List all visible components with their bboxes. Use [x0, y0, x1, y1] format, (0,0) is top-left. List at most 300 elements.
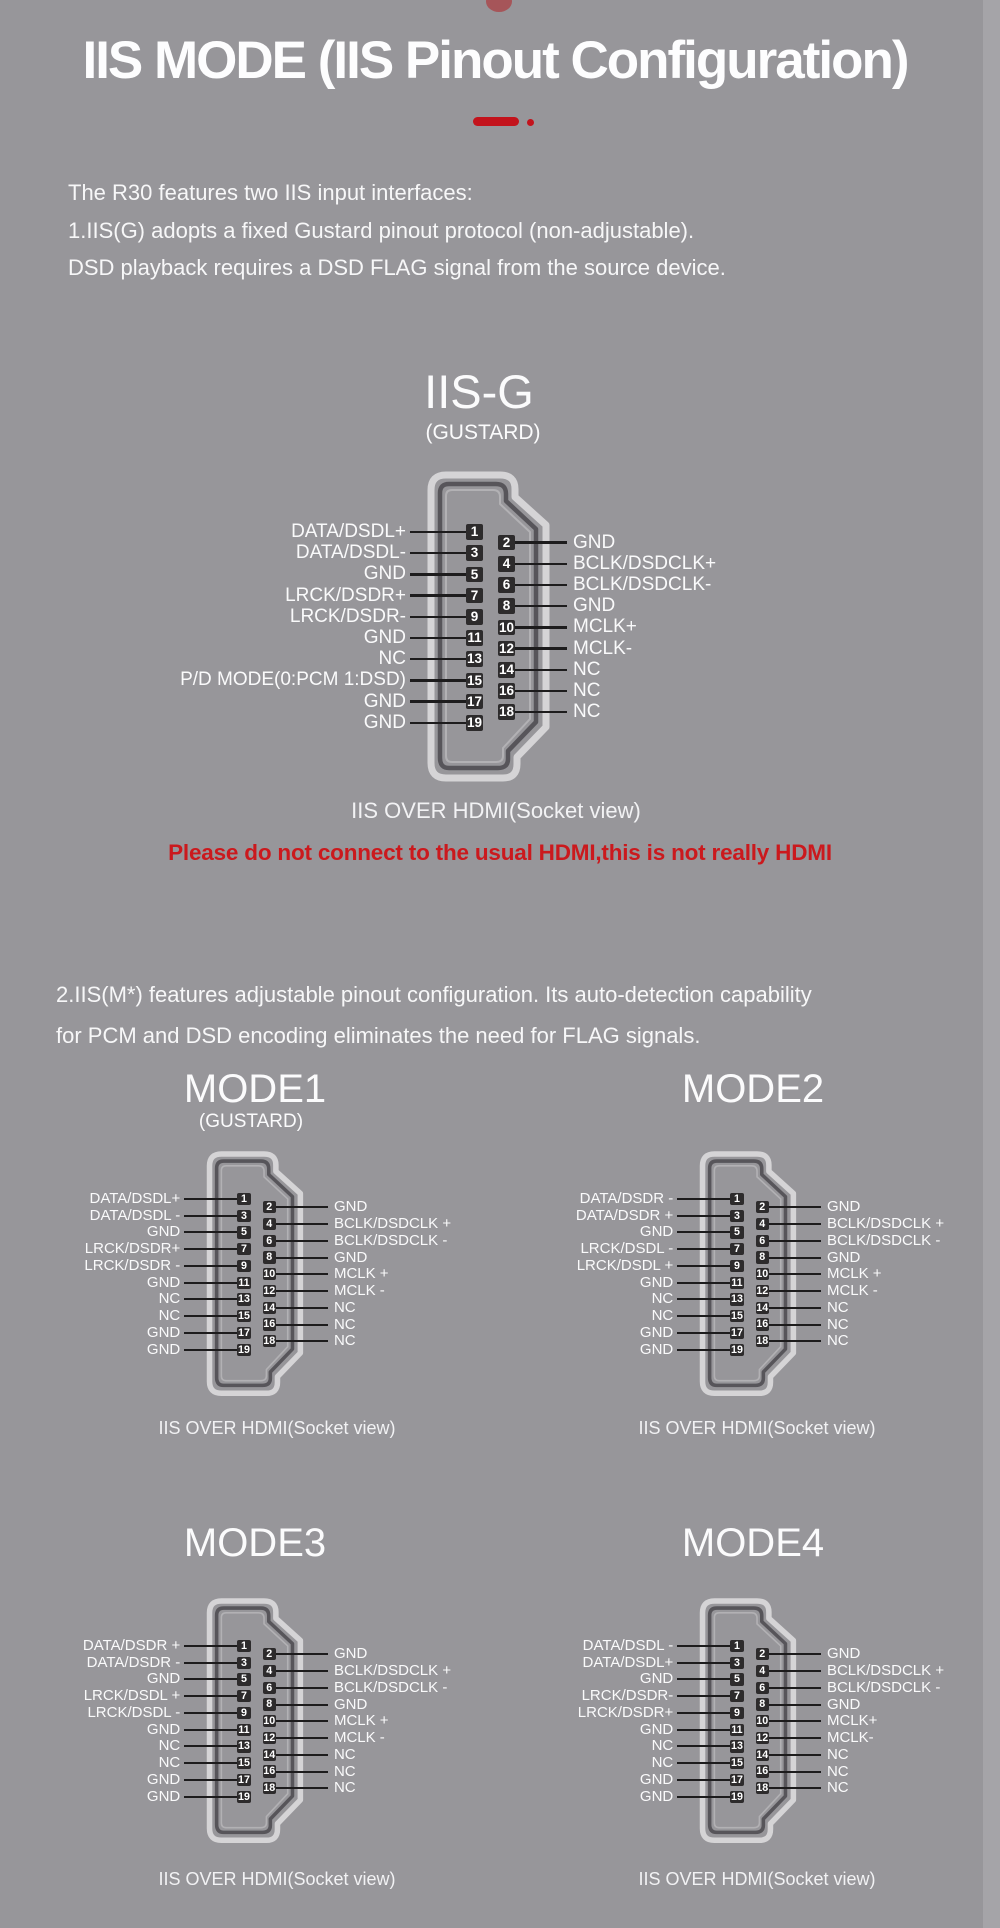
- pin-box: 2: [263, 1201, 276, 1213]
- leader-line: [184, 1662, 237, 1664]
- pin-box: 5: [237, 1673, 250, 1685]
- leader-line: [276, 1653, 328, 1655]
- leader-line: [677, 1712, 730, 1714]
- pin-box: 15: [466, 672, 483, 688]
- leader-line: [515, 711, 567, 713]
- intro-line: 1.IIS(G) adopts a fixed Gustard pinout protocol (non-adjustable).: [68, 217, 695, 243]
- pin-box: 7: [730, 1690, 743, 1702]
- pin-box: 16: [498, 683, 515, 699]
- leader-line: [276, 1720, 328, 1722]
- leader-line: [769, 1687, 821, 1689]
- leader-line: [276, 1206, 328, 1208]
- pin-box: 3: [730, 1657, 743, 1669]
- pin-label: NC: [378, 648, 406, 670]
- pin-box: 11: [238, 1723, 250, 1736]
- leader-line: [276, 1223, 328, 1225]
- pin-box: 1: [730, 1193, 743, 1205]
- connector-title: MODE1: [183, 1067, 327, 1111]
- pin-label: NC: [826, 1745, 849, 1763]
- leader-line: [276, 1670, 328, 1672]
- pin-label: NC: [826, 1332, 849, 1350]
- connector-title: MODE4: [681, 1521, 825, 1565]
- leader-line: [515, 647, 567, 649]
- pin-label: LRCK/DSDR+: [84, 1240, 181, 1258]
- pin-box: 9: [730, 1260, 743, 1272]
- pin-label: DATA/DSDR -: [579, 1189, 674, 1207]
- pin-label: NC: [158, 1307, 181, 1325]
- connector-subtitle: (GUSTARD): [198, 1111, 304, 1132]
- leader-line: [184, 1231, 237, 1233]
- pin-box: 14: [756, 1301, 769, 1314]
- leader-line: [184, 1198, 237, 1200]
- leader-line: [515, 563, 567, 565]
- pin-label: BCLK/DSDCLK -: [826, 1678, 941, 1696]
- pin-box: 18: [263, 1782, 276, 1795]
- pin-label: LRCK/DSDL -: [580, 1240, 674, 1258]
- pin-label: GND: [146, 1340, 181, 1358]
- leader-line: [184, 1349, 237, 1351]
- pin-label: GND: [363, 563, 406, 585]
- leader-line: [410, 722, 466, 724]
- pin-label: P/D MODE(0:PCM 1:DSD): [180, 669, 406, 691]
- leader-line: [515, 626, 567, 628]
- pin-label: GND: [826, 1695, 861, 1713]
- leader-line: [184, 1762, 237, 1764]
- pin-label: GND: [146, 1670, 181, 1688]
- pin-label: GND: [826, 1198, 861, 1216]
- pin-label: LRCK/DSDL +: [83, 1687, 181, 1705]
- pin-box: 16: [756, 1318, 769, 1331]
- pin-label: BCLK/DSDCLK -: [333, 1231, 448, 1249]
- pin-box: 7: [237, 1243, 250, 1255]
- leader-line: [677, 1779, 730, 1781]
- pin-label: GND: [333, 1248, 368, 1266]
- pin-box: 8: [498, 598, 515, 614]
- pin-box: 12: [263, 1731, 276, 1744]
- connector-subtitle: (GUSTARD): [425, 421, 541, 444]
- pin-box: 12: [756, 1731, 769, 1744]
- leader-line: [769, 1223, 821, 1225]
- pin-box: 19: [238, 1790, 250, 1803]
- pin-label: BCLK/DSDCLK-: [573, 574, 712, 595]
- pin-label: NC: [158, 1737, 181, 1755]
- leader-line: [276, 1257, 328, 1259]
- pin-label: LRCK/DSDR-: [289, 605, 406, 627]
- leader-line: [276, 1240, 328, 1242]
- pin-box: 11: [238, 1276, 250, 1289]
- pin-label: NC: [573, 701, 601, 723]
- pin-label: LRCK/DSDL -: [87, 1703, 181, 1721]
- pin-label: NC: [333, 1762, 356, 1780]
- pin-label: NC: [573, 680, 601, 701]
- pin-label: BCLK/DSDCLK +: [333, 1662, 452, 1680]
- leader-line: [677, 1298, 730, 1300]
- pin-box: 5: [730, 1226, 743, 1238]
- pin-box: 7: [466, 588, 483, 604]
- pin-label: NC: [333, 1332, 356, 1350]
- pin-label: MCLK+: [826, 1712, 878, 1730]
- socket-view-caption: IIS OVER HDMI(Socket view): [638, 1869, 876, 1889]
- pin-label: NC: [826, 1315, 849, 1333]
- pin-label: GND: [146, 1273, 181, 1291]
- pin-box: 8: [263, 1251, 276, 1263]
- pin-label: DATA/DSDR -: [86, 1653, 181, 1671]
- pin-label: GND: [363, 690, 406, 712]
- intro-line: The R30 features two IIS input interfaces:: [68, 180, 473, 205]
- pin-box: 17: [731, 1773, 743, 1786]
- leader-line: [184, 1729, 237, 1731]
- connector-title: MODE2: [681, 1067, 825, 1111]
- pin-box: 10: [756, 1268, 769, 1281]
- leader-line: [769, 1206, 821, 1208]
- pin-box: 2: [756, 1648, 769, 1660]
- pin-box: 14: [498, 662, 515, 678]
- pin-box: 10: [756, 1715, 769, 1728]
- pin-box: 3: [237, 1657, 250, 1669]
- pin-label: GND: [146, 1323, 181, 1341]
- pin-label: BCLK/DSDCLK -: [333, 1678, 448, 1696]
- pin-box: 19: [731, 1343, 743, 1356]
- pin-box: 14: [263, 1748, 276, 1761]
- leader-line: [677, 1215, 730, 1217]
- pin-label: DATA/DSDL+: [291, 521, 406, 542]
- pin-label: NC: [826, 1779, 849, 1797]
- leader-line: [677, 1265, 730, 1267]
- connector-title: MODE3: [183, 1521, 327, 1565]
- pin-box: 19: [466, 715, 483, 731]
- page-title: IIS MODE (IIS Pinout Configuration): [82, 31, 908, 90]
- pin-box: 5: [730, 1673, 743, 1685]
- pin-box: 2: [263, 1648, 276, 1660]
- pin-label: GND: [639, 1223, 674, 1241]
- pin-box: 17: [731, 1326, 743, 1339]
- pin-box: 15: [238, 1757, 250, 1770]
- pin-label: GND: [573, 595, 616, 617]
- leader-line: [410, 637, 466, 639]
- leader-line: [276, 1340, 328, 1342]
- pin-box: 19: [731, 1790, 743, 1803]
- leader-line: [769, 1771, 821, 1773]
- pin-label: MCLK+: [573, 616, 637, 638]
- leader-line: [184, 1215, 237, 1217]
- leader-line: [677, 1315, 730, 1317]
- pin-box: 19: [238, 1343, 250, 1356]
- leader-line: [184, 1315, 237, 1317]
- pin-box: 4: [263, 1665, 276, 1677]
- leader-line: [276, 1290, 328, 1292]
- leader-line: [677, 1282, 730, 1284]
- leader-line: [184, 1745, 237, 1747]
- divider-dot-icon: [527, 119, 534, 126]
- pin-label: DATA/DSDR +: [575, 1206, 674, 1224]
- hdmi-warning-text: Please do not connect to the usual HDMI,this is not really HDMI: [168, 840, 832, 865]
- socket-view-caption: IIS OVER HDMI(Socket view): [158, 1418, 396, 1438]
- pin-box: 6: [498, 577, 515, 593]
- leader-line: [769, 1307, 821, 1309]
- pin-box: 11: [467, 630, 482, 646]
- leader-line: [276, 1307, 328, 1309]
- decorative-red-dot: [486, 0, 512, 12]
- pin-box: 4: [263, 1218, 276, 1230]
- pin-box: 16: [263, 1318, 276, 1331]
- pin-label: GND: [363, 711, 406, 733]
- pin-box: 3: [730, 1210, 743, 1222]
- pin-label: NC: [826, 1298, 849, 1316]
- section2-line: for PCM and DSD encoding eliminates the need for FLAG signals.: [56, 1023, 701, 1048]
- pin-box: 7: [237, 1690, 250, 1702]
- pin-label: NC: [826, 1762, 849, 1780]
- leader-line: [677, 1198, 730, 1200]
- leader-line: [184, 1332, 237, 1334]
- pin-box: 4: [756, 1218, 769, 1230]
- pin-label: NC: [158, 1754, 181, 1772]
- pin-label: NC: [651, 1307, 674, 1325]
- pin-label: NC: [573, 658, 601, 680]
- pin-box: 13: [238, 1293, 250, 1306]
- pin-label: NC: [333, 1298, 356, 1316]
- pin-box: 15: [731, 1310, 743, 1323]
- pin-label: GND: [639, 1273, 674, 1291]
- pin-box: 10: [263, 1268, 276, 1281]
- pin-label: LRCK/DSDL +: [576, 1256, 674, 1274]
- pin-box: 13: [731, 1740, 743, 1753]
- leader-line: [769, 1704, 821, 1706]
- pin-label: NC: [651, 1754, 674, 1772]
- leader-line: [515, 584, 567, 586]
- pin-box: 2: [498, 535, 515, 551]
- pin-box: 8: [756, 1251, 769, 1263]
- pin-box: 12: [756, 1284, 769, 1297]
- pin-label: DATA/DSDR +: [82, 1636, 181, 1654]
- pin-box: 16: [263, 1765, 276, 1778]
- pin-box: 13: [238, 1740, 250, 1753]
- pin-label: DATA/DSDL+: [582, 1653, 674, 1671]
- pin-label: BCLK/DSDCLK +: [826, 1215, 945, 1233]
- leader-line: [769, 1787, 821, 1789]
- socket-view-caption: IIS OVER HDMI(Socket view): [351, 798, 641, 823]
- leader-line: [184, 1712, 237, 1714]
- leader-line: [184, 1248, 237, 1250]
- leader-line: [410, 700, 466, 702]
- pin-box: 15: [238, 1310, 250, 1323]
- pin-label: MCLK -: [333, 1729, 385, 1747]
- leader-line: [677, 1248, 730, 1250]
- leader-line: [276, 1704, 328, 1706]
- leader-line: [276, 1771, 328, 1773]
- pin-label: DATA/DSDL+: [89, 1189, 181, 1207]
- leader-line: [276, 1737, 328, 1739]
- pin-box: 11: [731, 1276, 743, 1289]
- leader-line: [410, 616, 466, 618]
- section2-paragraph: [56, 974, 812, 1056]
- pin-label: GND: [333, 1695, 368, 1713]
- intro-paragraph: [68, 174, 726, 287]
- leader-line: [769, 1720, 821, 1722]
- pin-box: 14: [263, 1301, 276, 1314]
- pin-label: GND: [333, 1645, 368, 1663]
- leader-line: [769, 1340, 821, 1342]
- leader-line: [410, 679, 466, 681]
- pin-label: DATA/DSDL -: [582, 1636, 674, 1654]
- pin-label: LRCK/DSDR+: [577, 1703, 674, 1721]
- pin-label: GND: [639, 1670, 674, 1688]
- leader-line: [677, 1349, 730, 1351]
- pin-box: 4: [498, 556, 515, 572]
- pin-label: LRCK/DSDR-: [581, 1687, 674, 1705]
- pin-box: 12: [263, 1284, 276, 1297]
- leader-line: [677, 1678, 730, 1680]
- pin-label: GND: [639, 1323, 674, 1341]
- leader-line: [769, 1240, 821, 1242]
- pin-box: 17: [238, 1326, 250, 1339]
- pin-box: 17: [466, 693, 483, 709]
- pin-label: GND: [573, 531, 616, 553]
- leader-line: [515, 669, 567, 671]
- pin-label: GND: [146, 1223, 181, 1241]
- leader-line: [677, 1645, 730, 1647]
- leader-line: [515, 690, 567, 692]
- pin-box: 6: [263, 1682, 276, 1694]
- pin-label: DATA/DSDL-: [295, 542, 406, 564]
- pin-label: GND: [333, 1198, 368, 1216]
- pin-label: GND: [146, 1770, 181, 1788]
- leader-line: [410, 573, 466, 575]
- pin-box: 14: [756, 1748, 769, 1761]
- pin-box: 15: [731, 1757, 743, 1770]
- pin-label: GND: [639, 1787, 674, 1805]
- leader-line: [769, 1670, 821, 1672]
- leader-line: [410, 594, 466, 596]
- leader-line: [184, 1298, 237, 1300]
- pin-label: MCLK -: [333, 1282, 385, 1300]
- pin-box: 6: [756, 1235, 769, 1247]
- pin-label: LRCK/DSDR+: [285, 584, 406, 606]
- pin-label: GND: [826, 1645, 861, 1663]
- pin-box: 18: [756, 1335, 769, 1348]
- leader-line: [184, 1796, 237, 1798]
- pin-box: 17: [238, 1773, 250, 1786]
- leader-line: [677, 1695, 730, 1697]
- leader-line: [769, 1653, 821, 1655]
- leader-line: [410, 531, 466, 533]
- pin-box: 8: [263, 1698, 276, 1710]
- leader-line: [677, 1762, 730, 1764]
- leader-line: [769, 1273, 821, 1275]
- pin-box: 10: [498, 619, 515, 635]
- leader-line: [677, 1729, 730, 1731]
- pin-label: MCLK +: [333, 1712, 389, 1730]
- leader-line: [184, 1282, 237, 1284]
- pin-box: 6: [263, 1235, 276, 1247]
- leader-line: [276, 1687, 328, 1689]
- leader-line: [410, 658, 466, 660]
- pin-label: NC: [333, 1315, 356, 1333]
- pin-label: GND: [363, 627, 406, 648]
- pin-box: 10: [263, 1715, 276, 1728]
- pin-box: 1: [730, 1640, 743, 1652]
- pin-label: GND: [639, 1720, 674, 1738]
- leader-line: [276, 1787, 328, 1789]
- pin-label: BCLK/DSDCLK +: [333, 1215, 452, 1233]
- section2-line: 2.IIS(M*) features adjustable pinout configuration. Its auto-detection capability: [56, 982, 812, 1007]
- leader-line: [769, 1737, 821, 1739]
- pin-box: 9: [730, 1707, 743, 1719]
- pin-box: 13: [731, 1293, 743, 1306]
- connector-title: IIS-G: [424, 365, 534, 418]
- pin-label: NC: [651, 1290, 674, 1308]
- pin-box: 12: [498, 640, 515, 656]
- pin-box: 7: [730, 1243, 743, 1255]
- pin-box: 18: [498, 704, 515, 720]
- leader-line: [276, 1754, 328, 1756]
- pin-label: MCLK +: [333, 1265, 389, 1283]
- pin-label: MCLK -: [826, 1282, 878, 1300]
- pin-label: MCLK-: [573, 637, 633, 659]
- pin-box: 3: [466, 545, 483, 561]
- leader-line: [677, 1662, 730, 1664]
- pin-box: 1: [237, 1193, 250, 1205]
- leader-line: [184, 1779, 237, 1781]
- pin-label: NC: [158, 1290, 181, 1308]
- pin-box: 4: [756, 1665, 769, 1677]
- leader-line: [677, 1796, 730, 1798]
- leader-line: [184, 1265, 237, 1267]
- leader-line: [276, 1273, 328, 1275]
- leader-line: [184, 1695, 237, 1697]
- pin-label: LRCK/DSDR -: [84, 1256, 181, 1274]
- pin-box: 11: [731, 1723, 743, 1736]
- pin-label: NC: [651, 1737, 674, 1755]
- leader-line: [769, 1754, 821, 1756]
- leader-line: [677, 1231, 730, 1233]
- pin-label: BCLK/DSDCLK +: [826, 1662, 945, 1680]
- pin-label: BCLK/DSDCLK+: [573, 552, 717, 574]
- pin-box: 9: [466, 609, 483, 625]
- pin-box: 16: [756, 1765, 769, 1778]
- page-right-edge-strip: [983, 0, 1000, 1928]
- pin-box: 9: [237, 1260, 250, 1272]
- pin-box: 13: [466, 651, 483, 667]
- pin-box: 18: [756, 1782, 769, 1795]
- leader-line: [515, 541, 567, 543]
- pin-label: GND: [146, 1787, 181, 1805]
- pin-label: GND: [826, 1248, 861, 1266]
- leader-line: [410, 552, 466, 554]
- pin-box: 3: [237, 1210, 250, 1222]
- pin-box: 9: [237, 1707, 250, 1719]
- pin-box: 1: [237, 1640, 250, 1652]
- leader-line: [769, 1290, 821, 1292]
- pin-box: 8: [756, 1698, 769, 1710]
- pin-box: 18: [263, 1335, 276, 1348]
- socket-view-caption: IIS OVER HDMI(Socket view): [158, 1869, 396, 1889]
- pin-label: NC: [333, 1745, 356, 1763]
- pin-box: 5: [466, 567, 483, 583]
- pin-label: GND: [146, 1720, 181, 1738]
- pin-box: 5: [237, 1226, 250, 1238]
- leader-line: [769, 1324, 821, 1326]
- leader-line: [184, 1678, 237, 1680]
- pin-label: DATA/DSDL -: [89, 1206, 181, 1224]
- pin-label: GND: [639, 1770, 674, 1788]
- pin-label: GND: [639, 1340, 674, 1358]
- intro-line: DSD playback requires a DSD FLAG signal from the source device.: [68, 255, 726, 280]
- pin-label: BCLK/DSDCLK -: [826, 1231, 941, 1249]
- pin-box: 2: [756, 1201, 769, 1213]
- leader-line: [769, 1257, 821, 1259]
- pin-box: 1: [466, 524, 483, 540]
- leader-line: [184, 1645, 237, 1647]
